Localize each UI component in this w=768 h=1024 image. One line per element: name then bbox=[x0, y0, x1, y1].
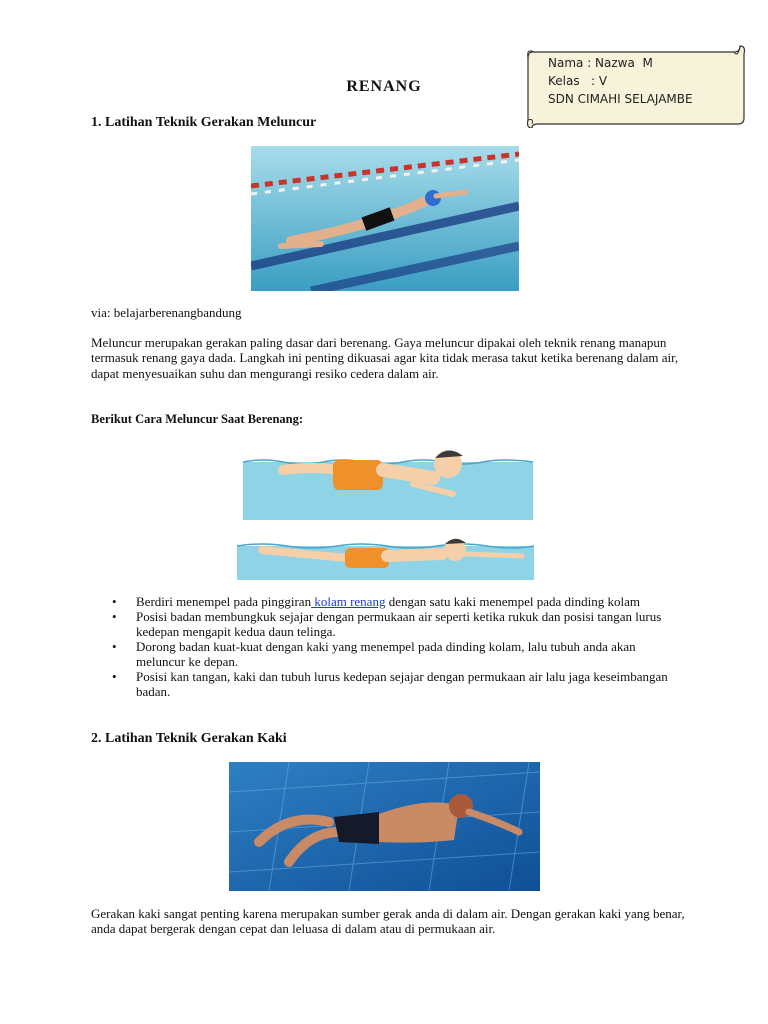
badge-class: Kelas : V bbox=[548, 74, 608, 88]
section2-paragraph: Gerakan kaki sangat penting karena merupakan sumber gerak anda di dalam air. Dengan gerakan kaki yang benar, anda dapat bergerak dengan cepat dan leluasa di dalam atau di permukaan air. bbox=[91, 906, 685, 937]
glide-steps-list bbox=[110, 594, 670, 699]
section1-paragraph: Meluncur merupakan gerakan paling dasar dari berenang. Gaya meluncur dipakai oleh teknik renang manapun termasuk renang gaya dada. Langkah ini penting dikuasai agar kita tidak merasa takut ketika berenang dalam air, dapat menyesuaikan suhu dan mengurangi resiko cedera dalam air. bbox=[91, 335, 679, 381]
list-item bbox=[110, 594, 670, 609]
pool-glide-photo bbox=[251, 146, 519, 291]
glide-illustration-bottom bbox=[237, 528, 534, 580]
glide-illustration-top bbox=[243, 440, 533, 520]
section1-subheading: Berikut Cara Meluncur Saat Berenang: bbox=[91, 412, 304, 426]
kolam-renang-link[interactable]: kolam renang bbox=[311, 594, 386, 609]
underwater-kick-photo bbox=[229, 762, 540, 891]
section1-heading: 1. Latihan Teknik Gerakan Meluncur bbox=[91, 115, 317, 130]
page-title: RENANG bbox=[346, 78, 422, 95]
badge-school: SDN CIMAHI SELAJAMBE bbox=[548, 92, 693, 106]
list-item: • Posisi badan membungkuk sejajar dengan permukaan air seperti ketika rukuk dan posisi tangan lurus kedepan mengapit kedua daun telinga. bbox=[110, 609, 670, 639]
list-item: • Dorong badan kuat-kuat dengan kaki yang menempel pada dinding kolam, lalu tubuh anda akan meluncur ke depan. bbox=[110, 639, 670, 669]
badge-name: Nama : Nazwa M bbox=[548, 56, 653, 70]
step1-text: Berdiri menempel pada pinggiran bbox=[136, 594, 312, 609]
section2-heading: 2. Latihan Teknik Gerakan Kaki bbox=[91, 731, 287, 746]
list-item: • Posisi kan tangan, kaki dan tubuh lurus kedepan sejajar dengan permukaan air lalu jaga keseimbangan badan. bbox=[110, 669, 670, 699]
step1-text-after: dengan satu kaki menempel pada dinding kolam bbox=[385, 594, 640, 609]
photo-credit: via: belajarberenangbandung bbox=[91, 305, 242, 320]
